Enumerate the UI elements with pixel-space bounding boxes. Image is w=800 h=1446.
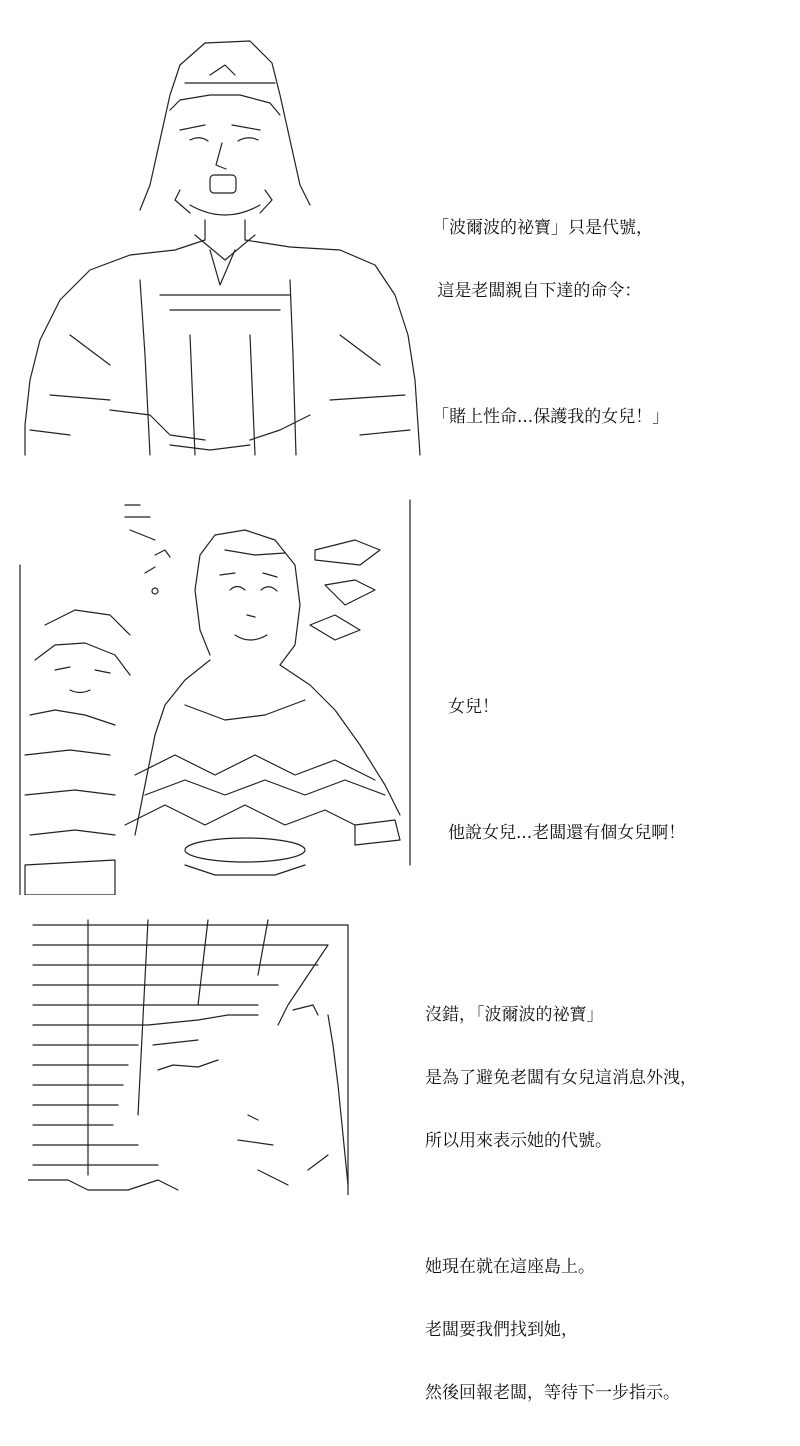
- panel-2: [0, 480, 800, 900]
- panel-3: [0, 905, 800, 1403]
- ascii-art-girl-with-sweets-icon: [15, 495, 415, 895]
- caption-panel-3: [425, 963, 697, 1446]
- caption-line: 女兒！: [448, 697, 499, 717]
- ascii-art-character-closeup-icon: [28, 915, 358, 1195]
- caption-line: 沒錯，「波爾波的祕寶」: [425, 1005, 604, 1025]
- caption-line: 他說女兒...老闆還有個女兒啊！: [448, 823, 686, 843]
- caption-line: 所以用來表示她的代號。: [425, 1131, 612, 1151]
- ascii-art-man-shouting-icon: [10, 35, 430, 460]
- caption-line: 她現在就在這座島上。: [425, 1257, 595, 1277]
- caption-line: 老闆要我們找到她，: [425, 1320, 578, 1340]
- caption-line: 這是老闆親自下達的命令：: [432, 281, 642, 301]
- caption-line: [432, 344, 669, 365]
- caption-panel-1: [432, 176, 669, 470]
- caption-line: 然後回報老闆，等待下一步指示。: [425, 1383, 680, 1403]
- panel-1: [0, 0, 800, 470]
- caption-line: 是為了避免老闆有女兒這消息外洩，: [425, 1068, 697, 1088]
- caption-line: 「波爾波的祕寶」只是代號，: [432, 218, 653, 238]
- caption-panel-2: [448, 655, 685, 886]
- caption-line: [425, 1194, 697, 1215]
- caption-line: 「賭上性命...保護我的女兒！」: [432, 407, 670, 427]
- caption-line: [448, 760, 685, 781]
